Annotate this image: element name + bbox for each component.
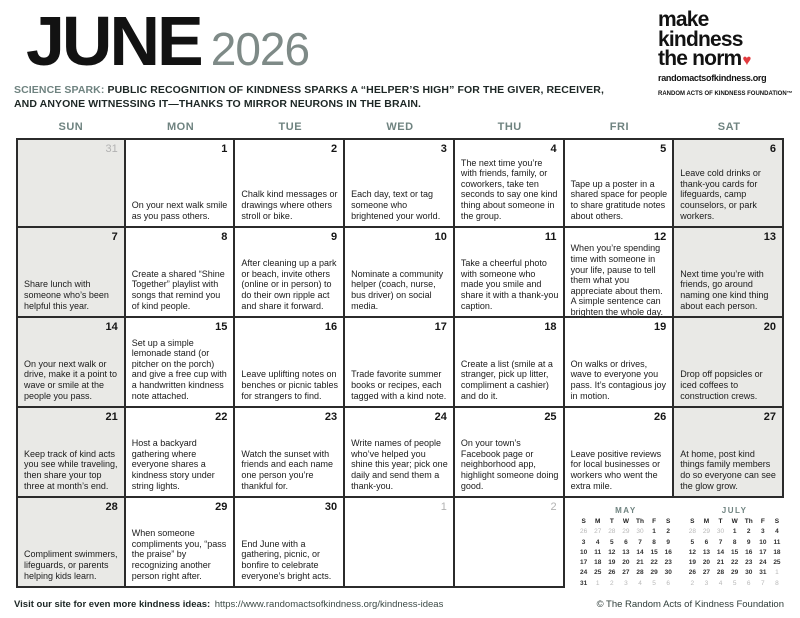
- dow-mon: MON: [166, 121, 195, 134]
- mini-dow: F: [652, 518, 657, 526]
- mini-calendar-title: MAY: [615, 506, 637, 516]
- mini-day: 16: [664, 548, 672, 556]
- mini-dow: W: [731, 518, 738, 526]
- kindness-idea-text: Leave uplifting notes on benches or picnic tables for strangers to find.: [241, 369, 338, 401]
- dow-sun: SUN: [58, 121, 84, 134]
- kindness-idea-text: Each day, text or tag someone who brightened your world.: [351, 189, 441, 221]
- mini-day: 28: [716, 569, 725, 577]
- mini-day: 24: [579, 569, 588, 577]
- mini-day: 13: [702, 548, 711, 556]
- mini-day: 5: [690, 538, 695, 546]
- day-number: 17: [434, 321, 447, 334]
- calendar-cell: [126, 408, 236, 498]
- mini-calendar-title: JULY: [721, 506, 748, 516]
- mini-day: 7: [761, 579, 765, 587]
- mini-day: 3: [581, 538, 586, 546]
- kindness-idea-text: Leave cold drinks or thank-you cards for lifeguards, camp counselors, or park workers.: [680, 168, 761, 221]
- kindness-idea-text: Create a list (smile at a stranger, pick up litter, compliment a cashier) and do it.: [460, 358, 553, 401]
- calendar-cell: [235, 138, 345, 228]
- day-number: 16: [324, 321, 338, 334]
- calendar-cell: [126, 498, 236, 588]
- calendar-cell: [345, 498, 455, 588]
- mini-day: 6: [666, 579, 671, 587]
- logo-website: randomactsofkindness.org: [658, 72, 767, 83]
- mini-calendar-july: [685, 506, 784, 588]
- logo-word-make: make: [658, 8, 709, 31]
- kindness-idea-text: Next time you’re with friends, go around naming one kind thing about each person.: [680, 268, 769, 311]
- mini-day: 5: [652, 579, 656, 587]
- mini-dow: F: [760, 518, 765, 526]
- day-number: 12: [654, 231, 667, 244]
- mini-dow: M: [703, 518, 710, 526]
- kindness-idea-text: Host a backyard gathering where everyone shares a kindness story under string lights.: [131, 438, 215, 491]
- mini-day: 4: [718, 579, 723, 587]
- day-number: 20: [763, 321, 776, 334]
- copyright-text: © The Random Acts of Kindness Foundation: [596, 599, 784, 611]
- mini-day: 17: [579, 559, 588, 567]
- kindness-idea-text: On your next walk smile as you pass others.: [131, 200, 228, 221]
- kindness-idea-text: After cleaning up a park or beach, invite others (online or in person) to do their own ripple act and share it forward.: [241, 258, 337, 311]
- mini-day: 28: [688, 528, 696, 536]
- day-number: 9: [331, 231, 338, 244]
- mini-calendar-grid: [577, 517, 676, 589]
- kindness-idea-text: When you’re spending time with someone in your life, pause to tell them what you appreciate about them. A simple sentence can brighten the whole day.: [570, 243, 663, 317]
- mini-day: 29: [731, 569, 739, 577]
- kindness-idea-text: Keep track of kind acts you see while traveling, then share your top three at month’s end.: [24, 448, 118, 491]
- mini-day: 26: [579, 528, 588, 536]
- calendar-cell: [345, 138, 455, 228]
- mini-day: 28: [636, 569, 644, 577]
- calendar-cell: [565, 318, 675, 408]
- day-number: 31: [105, 143, 118, 156]
- mini-day: 30: [664, 569, 672, 577]
- mini-day: 31: [759, 569, 767, 577]
- mini-day: 1: [732, 528, 737, 536]
- kindness-idea-text: On your next walk or drive, make it a point to wave or smile at the people you pass.: [24, 358, 118, 401]
- day-number: 24: [434, 411, 447, 424]
- mini-day: 6: [704, 538, 709, 546]
- calendar-cell: [565, 408, 675, 498]
- calendar-cell: [455, 138, 565, 228]
- dow-thu: THU: [497, 121, 522, 134]
- kindness-idea-text: Write names of people who’ve helped you shine this year; pick one daily and send them a thank-you.: [351, 438, 448, 491]
- mini-day: 26: [688, 569, 696, 577]
- kindness-idea-text: [455, 581, 563, 586]
- science-spark: [14, 84, 614, 111]
- mini-day: 22: [731, 559, 739, 567]
- kindness-idea-text: End June with a gathering, picnic, or bonfire to celebrate everyone’s bright acts.: [241, 538, 332, 581]
- calendar-cell: [16, 138, 126, 228]
- mini-day: 2: [610, 579, 614, 587]
- calendar-cell: [565, 138, 675, 228]
- mini-day: 29: [622, 528, 630, 536]
- calendar-cell: [235, 408, 345, 498]
- mini-day: 30: [636, 528, 644, 536]
- mini-day: 19: [608, 559, 616, 567]
- day-number: 6: [769, 143, 776, 156]
- calendar-cell: [126, 228, 236, 318]
- mini-day: 14: [716, 548, 725, 556]
- mini-day: 20: [622, 559, 630, 567]
- footer: [14, 594, 784, 612]
- day-number: 10: [434, 231, 447, 244]
- mini-day: 8: [775, 579, 779, 587]
- dow-fri: FRI: [609, 121, 630, 134]
- mini-day: 22: [650, 559, 658, 567]
- calendar-cell: [16, 318, 126, 408]
- day-number: 29: [215, 501, 228, 514]
- calendar-cell: [455, 228, 565, 318]
- science-spark-label: SCIENCE SPARK:: [14, 84, 105, 96]
- mini-day: 4: [638, 579, 642, 587]
- mini-day: 24: [759, 559, 767, 567]
- rak-logo: [658, 8, 793, 97]
- calendar-cell: [455, 408, 565, 498]
- mini-day: 14: [636, 548, 644, 556]
- mini-day: 13: [622, 548, 630, 556]
- day-number: 18: [544, 321, 557, 334]
- mini-dow: S: [774, 518, 780, 526]
- kindness-ideas-link[interactable]: https://www.randomactsofkindness.org/kindness-ideas: [214, 599, 444, 611]
- calendar-cell: [235, 318, 345, 408]
- day-number: 30: [324, 501, 338, 514]
- day-number: 19: [654, 321, 667, 334]
- day-number: 5: [660, 143, 667, 156]
- day-number: 13: [763, 231, 776, 244]
- day-number: 27: [763, 411, 776, 424]
- mini-day: 10: [759, 538, 767, 546]
- kindness-idea-text: Nominate a community helper (coach, nurse, bus driver) on social media.: [351, 268, 444, 311]
- mini-day: 11: [594, 548, 602, 556]
- mini-day: 9: [746, 538, 751, 546]
- calendar-cell: [235, 498, 345, 588]
- mini-dow: S: [581, 518, 586, 526]
- mini-day: 4: [775, 528, 779, 536]
- kindness-idea-text: When someone compliments you, “pass the praise” by recognizing another person right after.: [131, 528, 227, 581]
- mini-calendar-may: [577, 506, 676, 588]
- kindness-idea-text: Drop off popsicles or iced coffees to construction crews.: [680, 369, 763, 401]
- day-number: 2: [550, 501, 557, 514]
- calendar-cell: [674, 138, 784, 228]
- calendar-cell: [126, 138, 236, 228]
- day-of-week-headers: [16, 121, 784, 133]
- mini-day: 10: [579, 548, 588, 556]
- day-number: 1: [221, 143, 228, 156]
- kindness-idea-text: [18, 221, 124, 226]
- day-number: 26: [654, 411, 667, 424]
- mini-day: 19: [688, 559, 696, 567]
- mini-day: 17: [759, 548, 767, 556]
- mini-day: 12: [688, 548, 696, 556]
- day-number: 25: [544, 411, 557, 424]
- mini-day: 25: [773, 559, 781, 567]
- mini-day: 18: [773, 548, 781, 556]
- calendar-cell: [345, 318, 455, 408]
- calendar-cell: [565, 228, 675, 318]
- day-number: 21: [105, 411, 118, 424]
- calendar-cell: [345, 228, 455, 318]
- logo-foundation-name: RANDOM ACTS OF KINDNESS FOUNDATION™: [658, 90, 793, 97]
- kindness-idea-text: Create a shared “Shine Together” playlist with songs that remind you of kind people.: [131, 268, 225, 311]
- dow-sat: SAT: [717, 121, 741, 134]
- mini-day: 12: [608, 548, 616, 556]
- kindness-idea-text: [345, 581, 453, 586]
- mini-day: 6: [746, 579, 751, 587]
- mini-dow: W: [622, 518, 629, 526]
- day-number: 2: [331, 143, 338, 156]
- mini-day: 27: [594, 528, 602, 536]
- calendar-cell: [16, 408, 126, 498]
- kindness-idea-text: The next time you’re with friends, family, or coworkers, take ten seconds to say one kind thing about someone in the group.: [460, 157, 558, 221]
- kindness-idea-text: On your town’s Facebook page or neighborhood app, highlight someone doing good.: [460, 438, 559, 491]
- mini-day: 8: [732, 538, 737, 546]
- mini-day: 9: [666, 538, 671, 546]
- year-title: 2026: [210, 23, 310, 75]
- day-number: 11: [544, 231, 557, 244]
- mini-day: 21: [636, 559, 644, 567]
- mini-calendars-area: [565, 498, 784, 588]
- kindness-idea-text: Take a cheerful photo with someone who made you smile and share it with a thank-you caption.: [460, 258, 559, 311]
- mini-day: 29: [650, 569, 658, 577]
- day-number: 4: [550, 143, 557, 156]
- mini-day: 15: [650, 548, 658, 556]
- mini-day: 18: [594, 559, 602, 567]
- kindness-idea-text: Leave positive reviews for local businesses or workers who went the extra mile.: [570, 448, 662, 491]
- day-number: 3: [440, 143, 447, 156]
- mini-dow: S: [690, 518, 695, 526]
- mini-day: 2: [666, 528, 671, 536]
- mini-day: 3: [704, 579, 709, 587]
- mini-day: 5: [732, 579, 737, 587]
- kindness-idea-text: Compliment swimmers, lifeguards, or parents helping kids learn.: [24, 549, 118, 581]
- kindness-idea-text: Share lunch with someone who’s been helpful this year.: [24, 279, 109, 311]
- mini-dow: Th: [744, 518, 753, 526]
- mini-dow: T: [718, 518, 723, 526]
- mini-day: 2: [690, 579, 695, 587]
- kindness-idea-text: Watch the sunset with friends and each name one person you’re thankful for.: [241, 448, 333, 491]
- mini-calendar-grid: [685, 517, 784, 589]
- science-spark-text: PUBLIC RECOGNITION OF KINDNESS SPARKS A “HELPER’S HIGH” FOR THE GIVER, RECEIVER, AND ANYONE WITNESSING IT—THANKS TO MIRROR NEURONS IN THE BRAIN.: [14, 84, 604, 110]
- logo-word-kindness: kindness: [658, 27, 743, 51]
- kindness-idea-text: At home, post kind things family members do so everyone can see the glow grow.: [680, 448, 776, 491]
- mini-day: 1: [595, 579, 600, 587]
- mini-day: 30: [716, 528, 725, 536]
- day-number: 1: [440, 501, 447, 514]
- month-title: JUNE: [26, 2, 201, 80]
- mini-day: 7: [718, 538, 723, 546]
- mini-day: 30: [745, 569, 753, 577]
- mini-day: 6: [624, 538, 628, 546]
- mini-day: 16: [745, 548, 753, 556]
- mini-day: 21: [716, 559, 725, 567]
- mini-day: 3: [761, 528, 765, 536]
- calendar-cell: [455, 498, 565, 588]
- mini-day: 31: [579, 579, 588, 587]
- dow-wed: WED: [386, 121, 414, 134]
- mini-day: 3: [624, 579, 628, 587]
- mini-day: 29: [702, 528, 711, 536]
- calendar-cell: [345, 408, 455, 498]
- kindness-idea-text: Tape up a poster in a shared space for people to share gratitude notes about others.: [570, 178, 668, 221]
- day-number: 15: [215, 321, 228, 334]
- day-number: 22: [215, 411, 228, 424]
- mini-day: 11: [773, 538, 781, 546]
- day-number: 8: [221, 231, 228, 244]
- day-number: 7: [111, 231, 118, 244]
- calendar-cell: [126, 318, 236, 408]
- mini-day: 8: [652, 538, 656, 546]
- mini-day: 25: [594, 569, 602, 577]
- mini-day: 23: [664, 559, 672, 567]
- calendar-cell: [16, 228, 126, 318]
- kindness-idea-text: On walks or drives, wave to everyone you pass. It’s contagious joy in motion.: [570, 358, 666, 401]
- heart-icon: ♥: [742, 52, 751, 70]
- calendar-cell: [455, 318, 565, 408]
- mini-day: 27: [622, 569, 630, 577]
- mini-day: 28: [608, 528, 616, 536]
- calendar-cell: [674, 228, 784, 318]
- mini-dow: S: [666, 518, 671, 526]
- mini-day: 20: [702, 559, 711, 567]
- mini-dow: Th: [636, 518, 644, 526]
- mini-day: 26: [608, 569, 616, 577]
- mini-day: 27: [702, 569, 711, 577]
- mini-day: 1: [775, 569, 779, 577]
- mini-dow: T: [609, 518, 614, 526]
- calendar-cell: [674, 408, 784, 498]
- dow-tue: TUE: [278, 121, 303, 134]
- day-number: 28: [105, 501, 118, 514]
- mini-day: 7: [638, 538, 642, 546]
- kindness-idea-text: Set up a simple lemonade stand (or pitcher on the porch) and give a free cup with a handwritten kindness note attached.: [131, 337, 227, 401]
- mini-day: 1: [652, 528, 656, 536]
- calendar-cell: [235, 228, 345, 318]
- calendar-cell: [674, 318, 784, 408]
- mini-day: 5: [610, 538, 614, 546]
- logo-word-thenorm: the norm♥: [658, 47, 751, 71]
- mini-day: 15: [731, 548, 739, 556]
- calendar-cell: [16, 498, 126, 588]
- day-number: 23: [324, 411, 338, 424]
- mini-day: 4: [595, 538, 600, 546]
- mini-day: 2: [746, 528, 751, 536]
- kindness-idea-text: Chalk kind messages or drawings where others stroll or bike.: [241, 189, 338, 221]
- visit-label: Visit our site for even more kindness ideas:: [14, 599, 211, 611]
- day-number: 14: [105, 321, 118, 334]
- calendar-grid: [16, 138, 784, 588]
- mini-dow: M: [595, 518, 601, 526]
- visit-line: [14, 594, 443, 612]
- kindness-idea-text: Trade favorite summer books or recipes, each tagged with a kind note.: [351, 369, 447, 401]
- mini-day: 23: [745, 559, 753, 567]
- calendar-wrap: [16, 121, 784, 588]
